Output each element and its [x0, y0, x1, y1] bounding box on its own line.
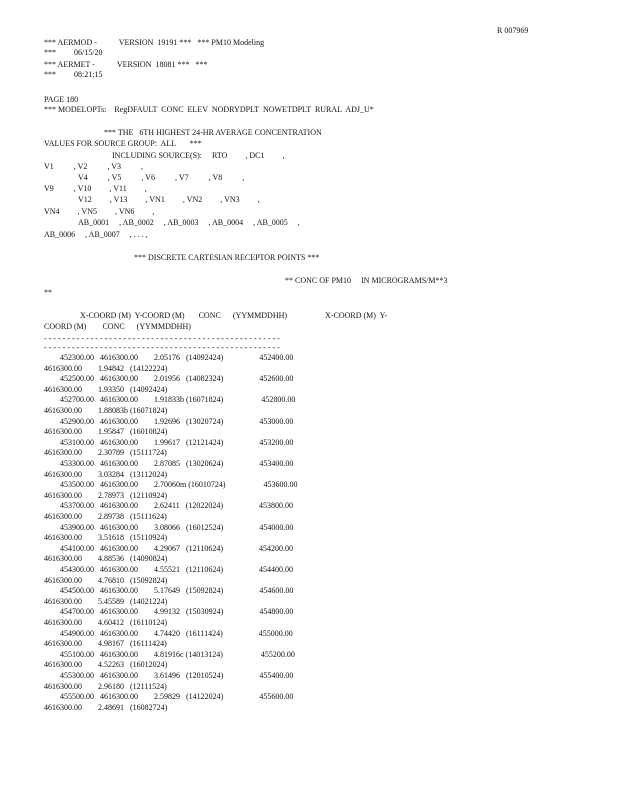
receptor-row-continuation: 4616300.00 2.78973 (12110924)	[44, 490, 168, 500]
units-line: ** CONC OF PM10 IN MICROGRAMS/M**3	[285, 276, 448, 285]
receptor-row-continuation: 4616300.00 3.51618 (15110924)	[44, 533, 168, 543]
model-options: *** MODELOPTs: RegDFAULT CONC ELEV NODRYDPLT NOWETDPLT RURAL ADJ_U*	[44, 105, 374, 114]
column-header: X-COORD (M) Y-COORD (M) CONC (YYMMDDHH) X-COORD (M) Y-	[80, 311, 388, 320]
receptor-row-line: 455100.00 4616300.00 4.81916c (14013124) 455200.00	[44, 649, 295, 659]
receptor-row-line: 454700.00 4616300.00 4.99132 (15030924) 454800.00	[44, 607, 294, 617]
receptor-row-continuation: 4616300.00 4.98167 (16111424)	[44, 639, 167, 649]
page-ref: R 007969	[497, 26, 529, 35]
receptor-row-line: 453100.00 4616300.00 1.99617 (12121424) 453200.00	[44, 437, 294, 447]
receptor-row-line: 452500.00 4616300.00 2.01956 (14082324) 452600.00	[44, 374, 294, 384]
aermod-version-line: *** AERMOD - VERSION 19191 *** *** PM10 Modeling	[44, 38, 265, 47]
receptor-row-continuation: 4616300.00 4.52263 (16012024)	[44, 660, 168, 670]
source-list-line: AB_0001 , AB_0002 , AB_0003 , AB_0004 , AB_0005 ,	[78, 218, 300, 227]
receptor-row-line: 454900.00 4616300.00 4.74420 (16111424) 455000.00	[44, 628, 293, 638]
aermet-time: *** 08:21:15	[44, 70, 103, 79]
receptor-row-line: 455500.00 4616300.00 2.59829 (14122024) 455600.00	[44, 692, 294, 702]
section-title: *** DISCRETE CARTESIAN RECEPTOR POINTS ***	[134, 253, 320, 262]
receptor-row-line: 454500.00 4616300.00 5.17649 (15092824) 454600.00	[44, 586, 294, 596]
receptor-row-continuation: 4616300.00 1.94842 (14122224)	[44, 363, 168, 373]
source-list-line: AB_0006 , AB_0007 , . . . ,	[44, 230, 148, 239]
receptor-row-continuation: 4616300.00 4.60412 (16110124)	[44, 618, 168, 627]
page-label: PAGE 180	[44, 95, 79, 104]
receptor-row-line: 453900.00 4616300.00 3.08066 (16012524) 454000.00	[44, 522, 294, 532]
source-list-line: V12 , V13 , VN1 , VN2 , VN3 ,	[78, 195, 260, 204]
source-list-line: V9 , V10 , V11 ,	[44, 184, 147, 193]
receptor-row-line: 452900.00 4616300.00 1.92696 (13020724) 453000.00	[44, 416, 294, 426]
receptor-row-continuation: 4616300.00 3.03284 (13112024)	[44, 469, 168, 479]
receptor-row-line: 452300.00 4616300.00 2.05176 (14092424) 452400.00	[44, 353, 294, 362]
receptor-row-continuation: 4616300.00 1.93350 (14092424)	[44, 384, 168, 394]
receptor-row-line: 453500.00 4616300.00 2.70060m (16010724) 453600.00	[44, 480, 298, 490]
header-divider: - - - - - - - - - - - - - - - - - - - - - - - - - - - - - - - - - - - - - - - - - - - - - - - - - - -	[44, 334, 280, 343]
receptor-row-continuation: 4616300.00 2.48691 (16082724)	[44, 702, 168, 712]
including-sources-line: INCLUDING SOURCE(S): RTO , DC1 ,	[112, 151, 285, 160]
receptor-row-continuation: 4616300.00 5.45589 (14021224)	[44, 596, 168, 606]
receptor-row-line: 453300.00 4616300.00 2.87085 (13020624) 453400.00	[44, 459, 294, 468]
units-line-continuation: **	[44, 288, 52, 297]
receptor-row-line: 454300.00 4616300.00 4.55521 (12110624) 454400.00	[44, 565, 294, 574]
source-group-line: VALUES FOR SOURCE GROUP: ALL ***	[44, 139, 202, 148]
receptor-row-continuation: 4616300.00 2.30789 (15111724)	[44, 448, 167, 458]
aermet-version-line: *** AERMET - VERSION 18081 *** ***	[44, 60, 208, 69]
source-list-line: V1 , V2 , V3 ,	[44, 162, 144, 171]
aermod-date: *** 06/15/20	[44, 48, 103, 57]
source-list-line: V4 , V5 , V6 , V7 , V8 ,	[78, 173, 245, 182]
receptor-row-line: 455300.00 4616300.00 3.61496 (12010524) 455400.00	[44, 671, 294, 680]
report-title: *** THE 6TH HIGHEST 24-HR AVERAGE CONCENTRATION	[104, 128, 322, 137]
header-divider: - - - - - - - - - - - - - - - - - - - - - - - - - - - - - - - - - - - - - - - - - - - - - - - - - - -	[44, 343, 280, 352]
receptor-row-continuation: 4616300.00 1.95847 (16010824)	[44, 427, 168, 437]
receptor-row-continuation: 4616300.00 2.96180 (12111524)	[44, 681, 167, 691]
receptor-row-continuation: 4616300.00 4.76810 (15092824)	[44, 575, 168, 585]
receptor-row-line: 454100.00 4616300.00 4.29067 (12110624) 454200.00	[44, 543, 294, 553]
source-list-line: VN4 , VN5 , VN6 ,	[44, 207, 155, 216]
receptor-row-continuation: 4616300.00 1.88083b (16071824)	[44, 406, 168, 415]
receptor-row-continuation: 4616300.00 4.88536 (14090824)	[44, 554, 168, 564]
receptor-row-continuation: 4616300.00 2.89738 (15111624)	[44, 512, 167, 521]
receptor-row-line: 452700.00 4616300.00 1.91833b (16071824) 452800.00	[44, 395, 296, 405]
column-header-continuation: COORD (M) CONC (YYMMDDHH)	[44, 322, 191, 331]
receptor-row-line: 453700.00 4616300.00 2.62411 (12022024) 453800.00	[44, 501, 294, 511]
